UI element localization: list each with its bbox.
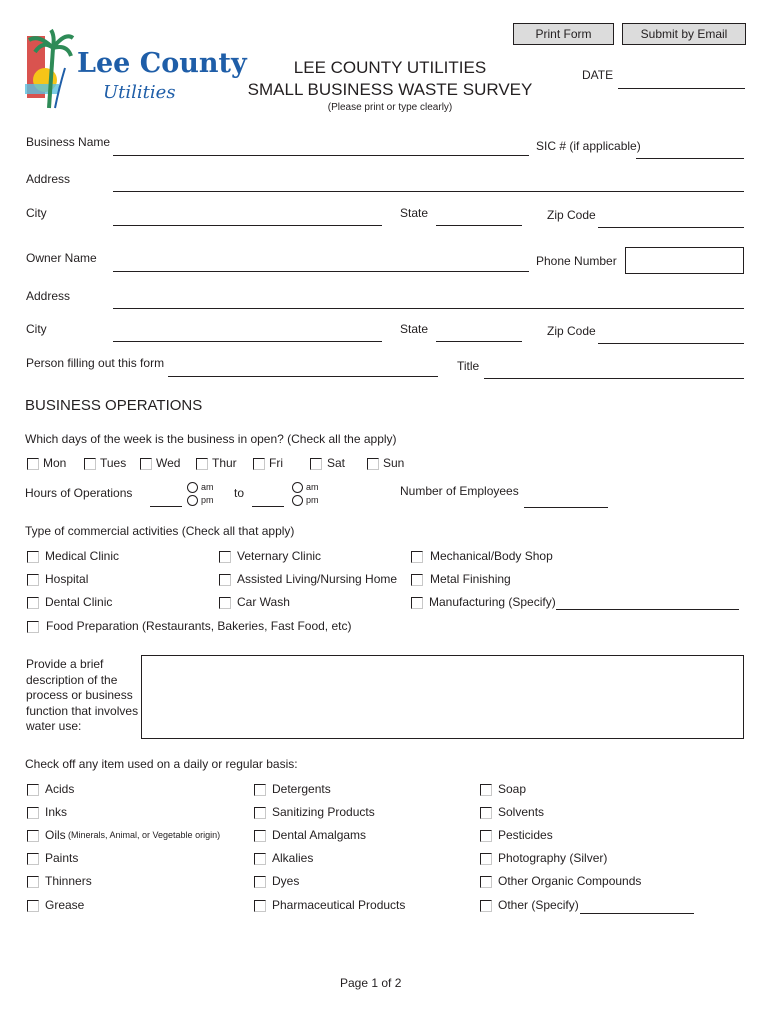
- hours-start-field[interactable]: [150, 506, 182, 507]
- person-label: Person filling out this form: [26, 356, 165, 370]
- print-form-button[interactable]: Print Form: [513, 23, 614, 45]
- start-pm-label: pm: [201, 495, 214, 505]
- checkbox-car-wash[interactable]: [219, 597, 231, 609]
- checkbox-food-preparation[interactable]: [27, 621, 39, 633]
- item-other-organic-compounds: Other Organic Compounds: [498, 874, 642, 888]
- owner-zip-field[interactable]: [598, 343, 744, 344]
- date-field[interactable]: [618, 88, 745, 89]
- item-dental-amalgams: Dental Amalgams: [272, 828, 367, 842]
- activity-food-preparation: Food Preparation (Restaurants, Bakeries, Fast Food, etc): [46, 619, 352, 633]
- zip-field[interactable]: [598, 227, 744, 228]
- submit-by-email-button[interactable]: Submit by Email: [622, 23, 746, 45]
- business-name-label: Business Name: [26, 135, 111, 149]
- item-photography: Photography (Silver): [498, 851, 608, 865]
- city-label: City: [26, 206, 47, 220]
- employees-field[interactable]: [524, 507, 608, 508]
- checkbox-photography[interactable]: [480, 853, 492, 865]
- description-label-line: Provide a brief: [26, 657, 104, 671]
- description-label-line: water use:: [26, 719, 82, 733]
- end-pm-label: pm: [306, 495, 319, 505]
- to-label: to: [234, 486, 245, 500]
- day-label-wed: Wed: [156, 456, 181, 470]
- logo-text-lee-county: Lee County: [77, 48, 247, 79]
- state-field[interactable]: [436, 225, 522, 226]
- checkbox-soap[interactable]: [480, 784, 492, 796]
- owner-name-label: Owner Name: [26, 251, 97, 265]
- description-label-line: process or business: [26, 688, 133, 702]
- checkbox-other-organic-compounds[interactable]: [480, 876, 492, 888]
- checkbox-oils[interactable]: [27, 830, 39, 842]
- radio-start-pm[interactable]: [187, 495, 198, 506]
- owner-state-label: State: [400, 322, 429, 336]
- activity-dental-clinic: Dental Clinic: [45, 595, 113, 609]
- item-dyes: Dyes: [272, 874, 300, 888]
- date-label: DATE: [582, 68, 614, 82]
- description-label: [26, 657, 138, 735]
- day-label-tues: Tues: [100, 456, 127, 470]
- checkbox-tues[interactable]: [84, 458, 96, 470]
- address-label: Address: [26, 172, 71, 186]
- activities-question: Type of commercial activities (Check all that apply): [25, 524, 295, 538]
- zip-label: Zip Code: [547, 208, 596, 222]
- checkbox-sanitizing-products[interactable]: [254, 807, 266, 819]
- phone-label: Phone Number: [536, 254, 617, 268]
- lee-county-logo: [25, 28, 247, 110]
- checkbox-pesticides[interactable]: [480, 830, 492, 842]
- form-title-line2: SMALL BUSINESS WASTE SURVEY: [247, 80, 533, 99]
- form-title-line1: LEE COUNTY UTILITIES: [293, 58, 487, 77]
- item-pharmaceutical-products: Pharmaceutical Products: [272, 898, 406, 912]
- activity-veternary-clinic: Veternary Clinic: [237, 549, 322, 563]
- checkbox-hospital[interactable]: [27, 574, 39, 586]
- description-textarea[interactable]: [141, 655, 744, 739]
- owner-city-field[interactable]: [113, 341, 382, 342]
- activity-assisted-living: Assisted Living/Nursing Home: [237, 572, 398, 586]
- checkbox-grease[interactable]: [27, 900, 39, 912]
- other-specify-field[interactable]: [580, 913, 694, 914]
- radio-start-am[interactable]: [187, 482, 198, 493]
- start-am-label: am: [201, 482, 214, 492]
- title-field[interactable]: [484, 378, 744, 379]
- item-pesticides: Pesticides: [498, 828, 553, 842]
- owner-address-label: Address: [26, 289, 71, 303]
- form-subtitle: (Please print or type clearly): [327, 102, 453, 113]
- state-label: State: [400, 206, 429, 220]
- activity-metal-finishing: Metal Finishing: [430, 572, 511, 586]
- palm-tree-icon: [25, 28, 75, 110]
- checkbox-dyes[interactable]: [254, 876, 266, 888]
- checkbox-medical-clinic[interactable]: [27, 551, 39, 563]
- item-grease: Grease: [45, 898, 85, 912]
- checkbox-inks[interactable]: [27, 807, 39, 819]
- checkbox-wed[interactable]: [140, 458, 152, 470]
- day-label-sun: Sun: [383, 456, 405, 470]
- checkbox-sun[interactable]: [367, 458, 379, 470]
- checkbox-paints[interactable]: [27, 853, 39, 865]
- checkbox-alkalies[interactable]: [254, 853, 266, 865]
- checkbox-mechanical-body-shop[interactable]: [411, 551, 423, 563]
- hours-label: Hours of Operations: [25, 486, 133, 500]
- activity-mechanical-body-shop: Mechanical/Body Shop: [430, 549, 553, 563]
- checkbox-veternary-clinic[interactable]: [219, 551, 231, 563]
- days-question: Which days of the week is the business in open? (Check all the apply): [25, 432, 397, 446]
- checkbox-solvents[interactable]: [480, 807, 492, 819]
- city-field[interactable]: [113, 225, 382, 226]
- logo-text-utilities: Utilities: [103, 82, 176, 103]
- employees-label: Number of Employees: [400, 484, 519, 498]
- hours-end-field[interactable]: [252, 506, 284, 507]
- checkbox-fri[interactable]: [253, 458, 265, 470]
- item-alkalies: Alkalies: [272, 851, 314, 865]
- owner-address-field[interactable]: [113, 308, 744, 309]
- checkbox-metal-finishing[interactable]: [411, 574, 423, 586]
- business-operations-heading: BUSINESS OPERATIONS: [25, 397, 203, 414]
- items-question: Check off any item used on a daily or regular basis:: [25, 757, 298, 771]
- checkbox-thinners[interactable]: [27, 876, 39, 888]
- day-label-fri: Fri: [269, 456, 283, 470]
- owner-state-field[interactable]: [436, 341, 522, 342]
- owner-city-label: City: [26, 322, 47, 336]
- checkbox-sat[interactable]: [310, 458, 322, 470]
- item-sanitizing-products: Sanitizing Products: [272, 805, 375, 819]
- item-solvents: Solvents: [498, 805, 545, 819]
- checkbox-other-specify[interactable]: [480, 900, 492, 912]
- person-field[interactable]: [168, 376, 438, 377]
- activity-car-wash: Car Wash: [237, 595, 290, 609]
- address-field[interactable]: [113, 191, 744, 192]
- day-label-thur: Thur: [212, 456, 237, 470]
- end-am-label: am: [306, 482, 319, 492]
- day-label-sat: Sat: [327, 456, 346, 470]
- title-label: Title: [457, 359, 480, 373]
- item-inks: Inks: [45, 805, 68, 819]
- radio-end-am[interactable]: [292, 482, 303, 493]
- item-acids: Acids: [45, 782, 75, 796]
- item-paints: Paints: [45, 851, 79, 865]
- activity-medical-clinic: Medical Clinic: [45, 549, 120, 563]
- day-label-mon: Mon: [43, 456, 67, 470]
- checkbox-thur[interactable]: [196, 458, 208, 470]
- business-name-field[interactable]: [113, 155, 529, 156]
- checkbox-dental-clinic[interactable]: [27, 597, 39, 609]
- page-number: Page 1 of 2: [340, 976, 402, 990]
- checkbox-detergents[interactable]: [254, 784, 266, 796]
- phone-field[interactable]: [625, 247, 744, 274]
- radio-end-pm[interactable]: [292, 495, 303, 506]
- item-oils: Oils: [45, 828, 66, 842]
- item-soap: Soap: [498, 782, 527, 796]
- checkbox-acids[interactable]: [27, 784, 39, 796]
- sic-field[interactable]: [636, 158, 744, 159]
- item-thinners: Thinners: [45, 874, 92, 888]
- item-other-specify: Other (Specify): [498, 898, 579, 912]
- activity-manufacturing: Manufacturing (Specify): [429, 595, 556, 609]
- owner-zip-label: Zip Code: [547, 324, 596, 338]
- checkbox-manufacturing[interactable]: [411, 597, 423, 609]
- oils-note: (Minerals, Animal, or Vegetable origin): [68, 830, 221, 840]
- checkbox-mon[interactable]: [27, 458, 39, 470]
- description-label-line: description of the: [26, 672, 118, 687]
- item-detergents: Detergents: [272, 782, 331, 796]
- sic-label: SIC # (if applicable): [536, 139, 641, 153]
- description-label-line: function that involves: [26, 703, 139, 718]
- owner-name-field[interactable]: [113, 271, 529, 272]
- checkbox-dental-amalgams[interactable]: [254, 830, 266, 842]
- checkbox-assisted-living[interactable]: [219, 574, 231, 586]
- manufacturing-specify-field[interactable]: [556, 609, 739, 610]
- checkbox-pharmaceutical-products[interactable]: [254, 900, 266, 912]
- activity-hospital: Hospital: [45, 572, 89, 586]
